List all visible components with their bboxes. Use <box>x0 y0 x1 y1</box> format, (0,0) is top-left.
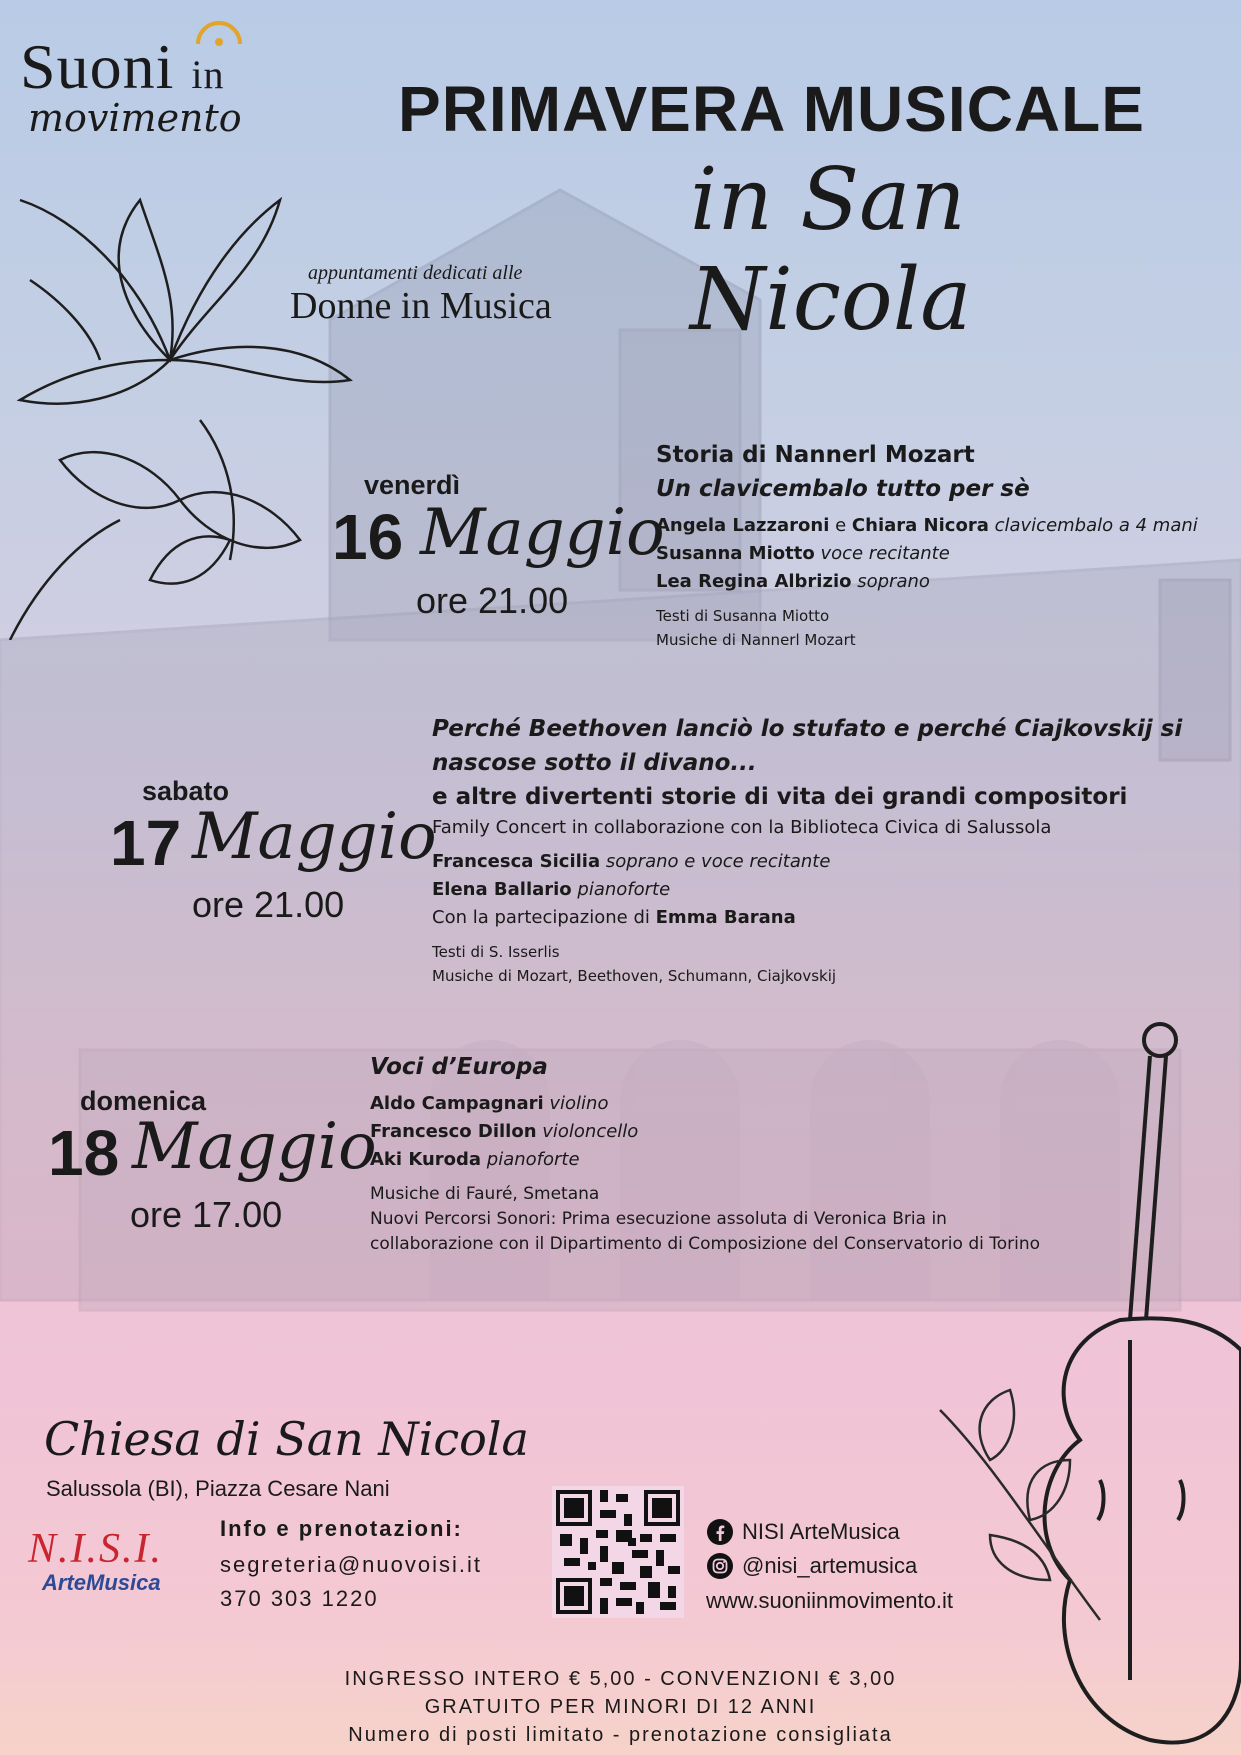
tagline-big: Donne in Musica <box>290 285 552 327</box>
event3-time: ore 17.00 <box>130 1194 283 1235</box>
event2-time: ore 21.00 <box>192 884 345 925</box>
event1-date: 16 <box>332 501 404 573</box>
event1-performer-1: Angela Lazzaroni e Chiara Nicora clavicembalo a 4 mani <box>656 515 1198 536</box>
event3-title: Voci d’Europa <box>370 1054 548 1080</box>
event3-note-1: Musiche di Fauré, Smetana <box>370 1184 600 1204</box>
event2-date: 17 <box>110 807 182 879</box>
facebook-icon <box>706 1518 734 1546</box>
lily-flowers-illustration <box>0 160 360 640</box>
event1-note-1: Testi di Susanna Miotto <box>656 607 830 625</box>
info-email[interactable]: segreteria@nuovoisi.it <box>220 1552 482 1577</box>
event2-month: Maggio <box>192 800 437 874</box>
event3-date: 18 <box>48 1117 120 1189</box>
event1-month: Maggio <box>420 496 665 570</box>
event2-note-2: Musiche di Mozart, Beethoven, Schumann, Ciajkovskij <box>432 967 837 985</box>
event2-title-line2: nascose sotto il divano... <box>432 750 757 776</box>
venue-address: Salussola (BI), Piazza Cesare Nani <box>46 1476 390 1501</box>
event2-performer-3: Con la partecipazione di Emma Barana <box>432 907 796 928</box>
instagram-link[interactable] <box>706 1552 917 1580</box>
footer-line-2: GRATUITO PER MINORI DI 12 ANNI <box>424 1696 817 1718</box>
event3-note-2: Nuovi Percorsi Sonori: Prima esecuzione assoluta di Veronica Bria in <box>370 1209 947 1229</box>
event2-performer-1: Francesca Sicilia soprano e voce recitante <box>432 851 831 872</box>
logo-in-text: in <box>191 52 225 97</box>
logo-title <box>20 30 225 104</box>
instagram-text: @nisi_artemusica <box>742 1553 918 1578</box>
nisi-logo-letters: N.I.S.I. <box>28 1526 163 1572</box>
event1-title: Storia di Nannerl Mozart <box>656 442 975 468</box>
nisi-logo-sub: ArteMusica <box>42 1570 161 1595</box>
event3-performer-1: Aldo Campagnari violino <box>370 1093 609 1114</box>
event3-month: Maggio <box>132 1110 377 1184</box>
page-title: PRIMAVERA MUSICALE <box>398 73 1145 145</box>
event1-details <box>656 438 1226 652</box>
event3-details <box>370 1050 1230 1257</box>
facebook-link[interactable] <box>706 1518 900 1546</box>
event3-day: domenica <box>80 1086 207 1116</box>
info-label: Info e prenotazioni: <box>220 1516 463 1541</box>
event3-note-3: collaborazione con il Dipartimento di Composizione del Conservatorio di Torino <box>370 1234 1041 1254</box>
tagline-small: appuntamenti dedicati alle <box>308 262 523 284</box>
website-link[interactable]: www.suoniinmovimento.it <box>706 1588 953 1613</box>
logo-subtitle: movimento <box>28 96 242 140</box>
event1-performer-3: Lea Regina Albrizio soprano <box>656 571 930 592</box>
event2-performer-2: Elena Ballario pianoforte <box>432 879 671 900</box>
facebook-text: NISI ArteMusica <box>742 1519 900 1544</box>
event1-time: ore 21.00 <box>416 580 569 621</box>
event1-day: venerdì <box>364 470 461 500</box>
event3-performer-2: Francesco Dillon violoncello <box>370 1121 639 1142</box>
venue-name: Chiesa di San Nicola <box>44 1412 529 1466</box>
event2-note-1: Testi di S. Isserlis <box>432 943 560 961</box>
event2-day: sabato <box>142 776 230 806</box>
event1-performer-2: Susanna Miotto voce recitante <box>656 543 950 564</box>
info-phone[interactable]: 370 303 1220 <box>220 1586 379 1611</box>
logo-main-text: Suoni <box>20 31 175 102</box>
event2-title-line3: e altre divertenti storie di vita dei grandi compositori <box>432 784 1128 810</box>
footer-line-3: Numero di posti limitato - prenotazione consigliata <box>348 1724 893 1746</box>
event2-details <box>432 712 1232 988</box>
page-subtitle: in San Nicola <box>690 150 972 350</box>
instagram-icon <box>706 1552 734 1580</box>
event1-note-2: Musiche di Nannerl Mozart <box>656 631 856 649</box>
footer-line-1: INGRESSO INTERO € 5,00 - CONVENZIONI € 3,00 <box>344 1668 897 1690</box>
qr-code[interactable] <box>552 1486 684 1618</box>
event3-performer-3: Aki Kuroda pianoforte <box>370 1149 580 1170</box>
event1-subtitle: Un clavicembalo tutto per sè <box>656 476 1030 502</box>
event2-title-line1: Perché Beethoven lanciò lo stufato e perché Ciajkovskij si <box>432 716 1183 742</box>
event2-description: Family Concert in collaborazione con la Biblioteca Civica di Salussola <box>432 817 1052 838</box>
nisi-logo <box>28 1528 163 1596</box>
